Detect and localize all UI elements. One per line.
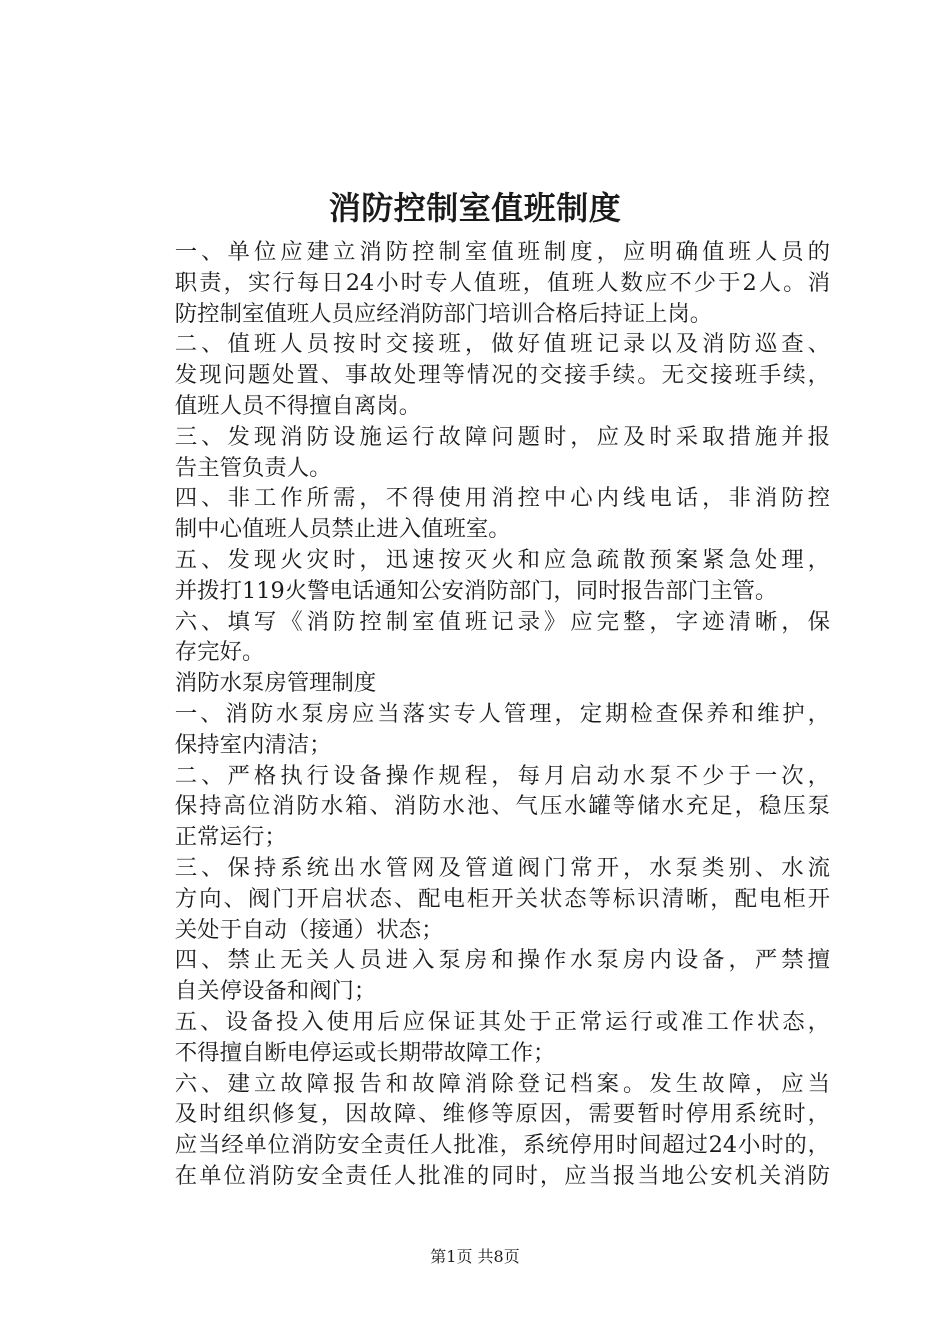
text-line: 四、禁止无关人员进入泵房和操作水泵房内设备，严禁擅	[174, 947, 830, 974]
text-line: 五、设备投入使用后应保证其处于正常运行或准工作状态，	[174, 1008, 830, 1035]
text-line: 六、建立故障报告和故障消除登记档案。发生故障，应当	[174, 1070, 830, 1097]
paragraph	[130, 945, 830, 1007]
text-line: 三、发现消防设施运行故障问题时，应及时采取措施并报	[174, 423, 830, 450]
paragraph	[130, 699, 830, 761]
paragraph	[130, 607, 830, 669]
text-line: 告主管负责人。	[174, 454, 332, 481]
section-heading	[130, 668, 830, 699]
text-line: 自关停设备和阀门；	[174, 978, 377, 1005]
text-line: 并拨打119火警电话通知公安消防部门，同时报告部门主管。	[174, 577, 778, 604]
text-line: 值班人员不得擅自离岗。	[174, 392, 422, 419]
text-line: 保持室内清洁；	[174, 731, 332, 758]
text-line: 一、消防水泵房应当落实专人管理，定期检查保养和维护，	[174, 700, 830, 727]
paragraph	[130, 422, 830, 484]
paragraph	[130, 1069, 830, 1192]
text-line: 方向、阀门开启状态、配电柜开关状态等标识清晰，配电柜开	[174, 885, 830, 912]
text-line: 不得擅自断电停运或长期带故障工作；	[174, 1039, 556, 1066]
paragraph	[130, 761, 830, 853]
text-line: 正常运行；	[174, 824, 287, 851]
page-number-footer: 第1页 共8页	[430, 1247, 520, 1266]
text-line: 应当经单位消防安全责任人批准，系统停用时间超过24小时的，	[174, 1132, 830, 1159]
text-line: 发现问题处置、事故处理等情况的交接手续。无交接班手续，	[174, 362, 830, 389]
text-line: 消防水泵房管理制度	[174, 670, 377, 697]
text-line: 二、值班人员按时交接班，做好值班记录以及消防巡查、	[174, 331, 830, 358]
document-body	[130, 237, 830, 1192]
text-line: 防控制室值班人员应经消防部门培训合格后持证上岗。	[174, 300, 713, 327]
document-title: 消防控制室值班制度	[328, 189, 622, 227]
text-line: 制中心值班人员禁止进入值班室。	[174, 516, 511, 543]
text-line: 职责，实行每日24小时专人值班，值班人数应不少于2人。消	[174, 269, 830, 296]
text-line: 在单位消防安全责任人批准的同时，应当报当地公安机关消防	[174, 1162, 830, 1189]
paragraph	[130, 483, 830, 545]
text-line: 保持高位消防水箱、消防水池、气压水罐等储水充足，稳压泵	[174, 793, 830, 820]
paragraph	[130, 237, 830, 329]
text-line: 五、发现火灾时，迅速按灭火和应急疏散预案紧急处理，	[174, 546, 830, 573]
paragraph	[130, 329, 830, 421]
paragraph	[130, 1007, 830, 1069]
text-line: 六、填写《消防控制室值班记录》应完整，字迹清晰，保	[174, 608, 830, 635]
paragraph	[130, 545, 830, 607]
text-line: 关处于自动（接通）状态；	[174, 916, 444, 943]
text-line: 三、保持系统出水管网及管道阀门常开，水泵类别、水流	[174, 854, 830, 881]
paragraph	[130, 853, 830, 945]
text-line: 四、非工作所需，不得使用消控中心内线电话，非消防控	[174, 485, 830, 512]
text-line: 一、单位应建立消防控制室值班制度，应明确值班人员的	[174, 239, 830, 265]
text-line: 及时组织修复，因故障、维修等原因，需要暂时停用系统时，	[174, 1101, 830, 1128]
text-line: 二、严格执行设备操作规程，每月启动水泵不少于一次，	[174, 762, 830, 789]
text-line: 存完好。	[174, 639, 265, 666]
